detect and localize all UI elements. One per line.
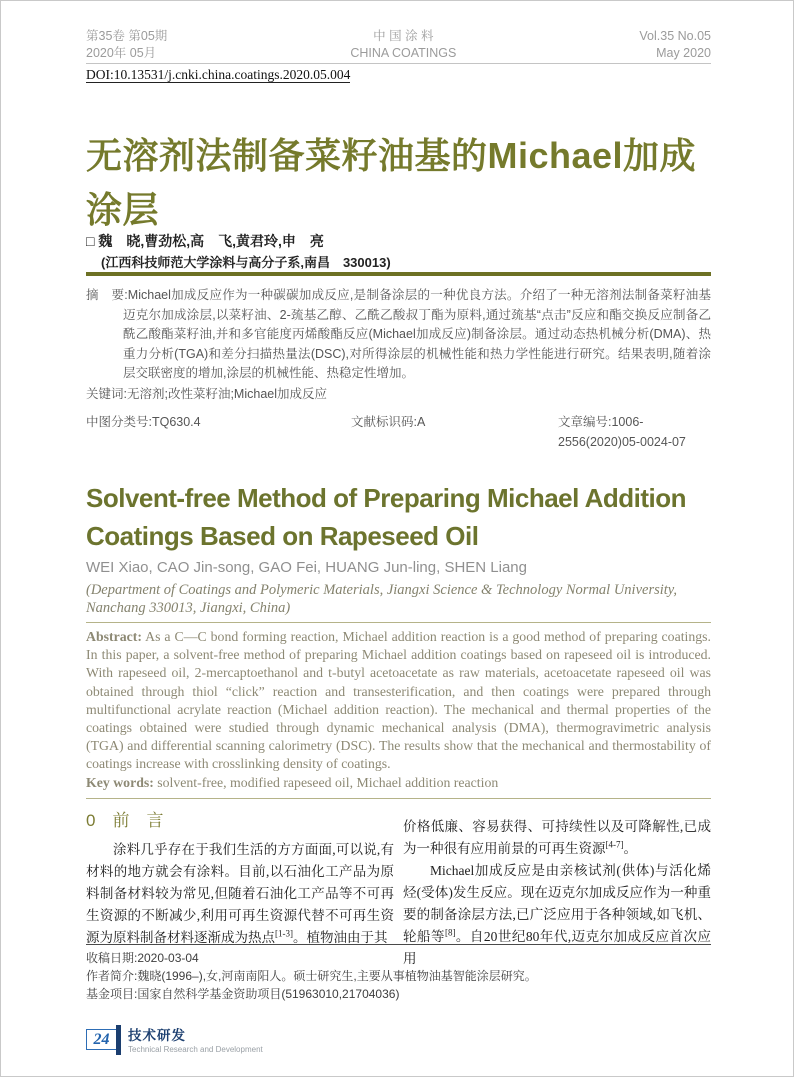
header-divider xyxy=(86,63,711,64)
journal-name-cn: 中 国 涂 料 xyxy=(373,29,434,43)
doi-text: DOI:10.13531/j.cnki.china.coatings.2020.05.004 xyxy=(86,67,351,82)
journal-name xyxy=(350,28,456,62)
issue-info-cn xyxy=(86,28,167,62)
citation-ref: [8] xyxy=(444,927,456,938)
abstract-divider-bottom xyxy=(86,798,711,799)
citation-ref: [4-7] xyxy=(605,839,624,850)
footer-column-cn: 技术研发 xyxy=(128,1028,186,1043)
paragraph-text: 价格低廉、容易获得、可持续性以及可降解性,已成为一种很有应用前景的可再生资源 xyxy=(403,819,711,856)
journal-header xyxy=(86,28,711,62)
body-paragraph xyxy=(86,839,394,949)
footer-column-en: Technical Research and Development xyxy=(128,1045,263,1054)
paragraph-text: 涂料几乎存在于我们生活的方方面面,可以说,有材料的地方就会有涂料。目前,以石油化工产品为原料制备材料较为常见,但随着石油化工产品等不可再生资源的不断减少,利用可再生资源代替不可再生资源为原料制备材料逐渐成为热点 xyxy=(86,842,394,945)
paragraph-text: 。 xyxy=(623,841,637,856)
page-number: 24 xyxy=(86,1029,116,1050)
title-divider-bar xyxy=(86,272,711,276)
body-paragraph xyxy=(403,816,711,860)
abstract-label-cn: 摘 要: xyxy=(86,288,128,302)
clc-number: 中图分类号:TQ630.4 xyxy=(86,415,201,429)
issue-volume-cn: 第35卷 第05期 xyxy=(86,29,168,43)
article-id: 文章编号:1006-2556(2020)05-0024-07 xyxy=(558,415,686,449)
section-heading: 0 前 言 xyxy=(86,811,164,830)
abstract-block-cn xyxy=(86,286,711,449)
footnote-funding: 基金项目:国家自然科学基金资助项目(51963010,21704036) xyxy=(86,987,400,1001)
abstract-label-en: Abstract: xyxy=(86,629,142,644)
article-title-en: Solvent-free Method of Preparing Michael Addition Coatings Based on Rapeseed Oil xyxy=(86,483,687,551)
article-title-cn: 无溶剂法制备菜籽油基的Michael加成涂层 xyxy=(86,135,697,230)
issue-volume-en: Vol.35 No.05 xyxy=(639,29,711,43)
issue-date-cn: 2020年 05月 xyxy=(86,46,157,60)
page-footer xyxy=(86,1025,711,1055)
footer-column-title xyxy=(128,1025,263,1054)
classification-row xyxy=(86,413,711,449)
issue-date-en: May 2020 xyxy=(656,46,711,60)
abstract-en xyxy=(86,628,711,774)
paragraph-text: 。植物油由于其 xyxy=(293,930,388,945)
doi-line xyxy=(86,67,711,83)
paragraph-text: 。自20世纪80年代,迈克尔加成反应首次应用 xyxy=(403,929,712,966)
document-code: 文献标识码:A xyxy=(351,415,426,429)
footer-bar xyxy=(116,1025,121,1055)
abstract-text-cn: Michael加成反应作为一种碳碳加成反应,是制备涂层的一种优良方法。介绍了一种无溶剂法制备菜籽油基迈克尔加成涂层,以菜籽油、2-巯基乙醇、乙酰乙酸叔丁酯为原料,通过巯基“点击”反应和酯交换反应制备乙酰乙酸酯菜籽油,并和多官能度丙烯酸酯反应(Michael加成反应)制备涂层。通过动态热机械分析(DMA)、热重力分析(TGA)和差分扫描热量法(DSC),对所得涂层的机械性能和热力学性能进行研究。结果表明,随着涂层交联密度的增加,涂层的机械性能、热稳定性增加。 xyxy=(123,288,711,380)
abstract-block-en xyxy=(86,628,711,799)
keywords-label-en: Key words: xyxy=(86,774,154,790)
keywords-text-cn: 无溶剂;改性菜籽油;Michael加成反应 xyxy=(126,386,328,401)
authors-cn: □ 魏 晓,曹劲松,高 飞,黄君玲,申 亮 xyxy=(86,233,324,249)
abstract-cn xyxy=(86,286,711,384)
footnotes xyxy=(86,944,711,1003)
paragraph-text: Michael加成反应是由亲核试剂(供体)与活化烯烃(受体)发生反应。现在迈克尔加成反应作为一种重要的制备涂层方法,已广泛应用于各种领域,如飞机、轮船等 xyxy=(403,863,711,944)
issue-info-en xyxy=(639,28,711,62)
keywords-cn xyxy=(86,385,711,405)
footnote-received-date: 收稿日期:2020-03-04 xyxy=(86,951,199,965)
footnote-divider xyxy=(86,944,711,945)
keywords-label-cn: 关键词: xyxy=(86,386,127,401)
authors-en: WEI Xiao, CAO Jin-song, GAO Fei, HUANG Jun-ling, SHEN Liang xyxy=(86,559,527,576)
abstract-text-en: As a C—C bond forming reaction, Michael addition reaction is a good method of preparing coatings. In this paper, a solvent-free method of preparing Michael addition coatings based on rapeseed oil is introduced. With rapeseed oil, 2-mercaptoethanol and t-butyl acetoacetate as raw materials, acetoacetate rapeseed oil was obtained through thiol “click” reaction and transesterification, and then coatings were prepared through multifunctional acrylate reaction (Michael addition reaction). The mechanical and thermal properties of the coatings obtained were studied through dynamic mechanical analysis (DMA), thermogravimetric analysis (TGA) and differential scanning calorimetry (DSC). The results show that the mechanical and thermostability of coatings increase with crosslinking density of coatings. xyxy=(86,629,711,772)
keywords-en xyxy=(86,774,711,792)
affiliation-en: (Department of Coatings and Polymeric Materials, Jiangxi Science & Technology Normal University, Nanchang 330013, Jiangxi, China) xyxy=(86,582,678,616)
citation-ref: [1-3] xyxy=(275,928,293,939)
abstract-divider-top xyxy=(86,622,711,623)
keywords-text-en: solvent-free, modified rapeseed oil, Michael addition reaction xyxy=(153,774,499,790)
journal-name-en: CHINA COATINGS xyxy=(350,46,457,60)
footnote-author-bio: 作者简介:魏晓(1996–),女,河南南阳人。硕士研究生,主要从事植物油基智能涂层研究。 xyxy=(86,969,537,983)
affiliation-cn: (江西科技师范大学涂料与高分子系,南昌 330013) xyxy=(101,255,391,270)
